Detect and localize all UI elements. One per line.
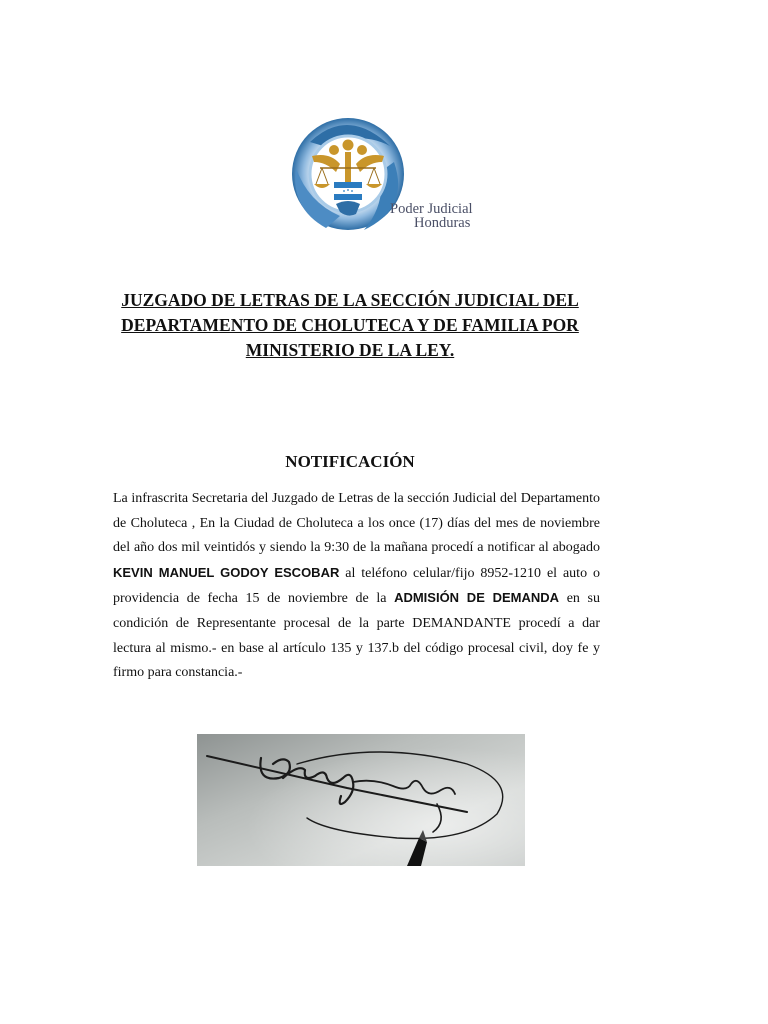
heading-line-3: MINISTERIO DE LA LEY.: [245, 340, 455, 360]
logo-line-2: Honduras: [414, 215, 471, 231]
signature-image: [197, 734, 525, 866]
logo-line-1: Poder Judicial: [390, 201, 473, 217]
logo-text: [390, 202, 473, 230]
document-title: NOTIFICACIÓN: [285, 452, 415, 471]
notification-body: [113, 487, 600, 686]
poder-judicial-logo: [290, 112, 490, 236]
body-text-part-3: en su condición de Representante procesal de la parte DEMANDANTE procedí a dar lectura al mismo.- en base al artículo 135 y 137.b del código procesal civil, doy fe y firmo para constancia.-: [113, 591, 600, 681]
body-text-part-1: La infrascrita Secretaria del Juzgado de Letras de la sección Judicial del Departamento de Choluteca , En la Ciudad de Choluteca a los once (17) días del mes de noviembre del año dos mil veintidós y siendo la 9:30 de la mañana procedí a notificar al abogado: [113, 491, 600, 556]
lawyer-name: KEVIN MANUEL GODOY ESCOBAR: [113, 564, 340, 580]
court-heading: [100, 288, 600, 363]
admision-de-demanda: ADMISIÓN DE DEMANDA: [394, 590, 560, 606]
handwritten-signature-icon: [197, 734, 525, 866]
heading-line-2: DEPARTAMENTO DE CHOLUTECA Y DE FAMILIA POR: [121, 315, 579, 335]
heading-line-1: JUZGADO DE LETRAS DE LA SECCIÓN JUDICIAL DEL: [121, 290, 579, 310]
body-text-part-2: al teléfono celular/fijo 8952-1210 el auto o providencia de fecha 15 de noviembre de la: [113, 565, 600, 607]
